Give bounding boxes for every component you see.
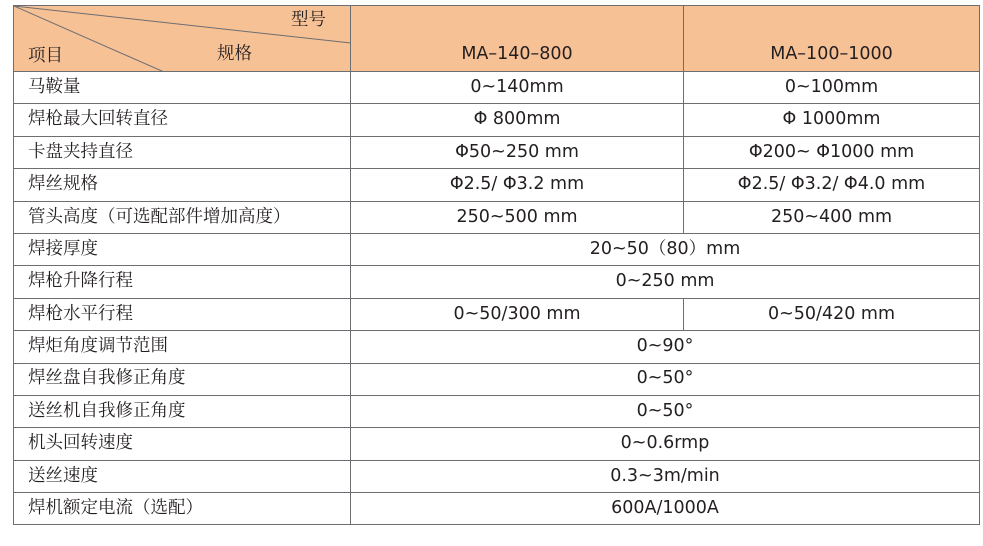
table-row [14, 136, 980, 168]
spec-table [13, 5, 980, 525]
table-row [14, 233, 980, 265]
value-cell: 0~90° [351, 331, 980, 363]
table-row [14, 493, 980, 525]
model-header-1: MA–140–800 [351, 6, 684, 72]
table-row [14, 104, 980, 136]
table-row [14, 72, 980, 104]
header-row [14, 6, 980, 72]
table-row [14, 428, 980, 460]
item-cell: 焊丝规格 [14, 169, 351, 201]
value-cell: Φ2.5/ Φ3.2 mm [351, 169, 684, 201]
table-row [14, 331, 980, 363]
value-cell: Φ2.5/ Φ3.2/ Φ4.0 mm [684, 169, 980, 201]
value-cell: Φ50~250 mm [351, 136, 684, 168]
value-cell: 0~140mm [351, 72, 684, 104]
item-cell: 焊丝盘自我修正角度 [14, 363, 351, 395]
table-row [14, 169, 980, 201]
item-label: 项目 [28, 45, 63, 66]
value-cell: 600A/1000A [351, 493, 980, 525]
value-cell: 0~50/420 mm [684, 298, 980, 330]
item-cell: 焊炬角度调节范围 [14, 331, 351, 363]
value-cell: 0~0.6rmp [351, 428, 980, 460]
model-label: 型号 [291, 10, 326, 30]
value-cell: Φ 800mm [351, 104, 684, 136]
value-cell: Φ 1000mm [684, 104, 980, 136]
item-cell: 送丝机自我修正角度 [14, 395, 351, 427]
item-cell: 焊枪升降行程 [14, 266, 351, 298]
table-row [14, 201, 980, 233]
value-cell: 0~100mm [684, 72, 980, 104]
item-cell: 焊枪水平行程 [14, 298, 351, 330]
value-cell: 250~400 mm [684, 201, 980, 233]
item-cell: 卡盘夹持直径 [14, 136, 351, 168]
value-cell: 250~500 mm [351, 201, 684, 233]
table-row [14, 266, 980, 298]
table-row [14, 363, 980, 395]
item-cell: 马鞍量 [14, 72, 351, 104]
value-cell: 0~250 mm [351, 266, 980, 298]
value-cell: 0~50° [351, 395, 980, 427]
table-row [14, 460, 980, 492]
item-cell: 机头回转速度 [14, 428, 351, 460]
value-cell: 0.3~3m/min [351, 460, 980, 492]
value-cell: 20~50（80）mm [351, 233, 980, 265]
item-cell: 焊枪最大回转直径 [14, 104, 351, 136]
item-cell: 管头高度（可选配部件增加高度） [14, 201, 351, 233]
value-cell: 0~50/300 mm [351, 298, 684, 330]
corner-header-cell [14, 6, 351, 72]
item-cell: 送丝速度 [14, 460, 351, 492]
value-cell: 0~50° [351, 363, 980, 395]
item-cell: 焊机额定电流（选配） [14, 493, 351, 525]
table-row [14, 395, 980, 427]
item-cell: 焊接厚度 [14, 233, 351, 265]
table-row [14, 298, 980, 330]
model-header-2: MA–100–1000 [684, 6, 980, 72]
value-cell: Φ200~ Φ1000 mm [684, 136, 980, 168]
spec-label: 规格 [217, 43, 252, 64]
